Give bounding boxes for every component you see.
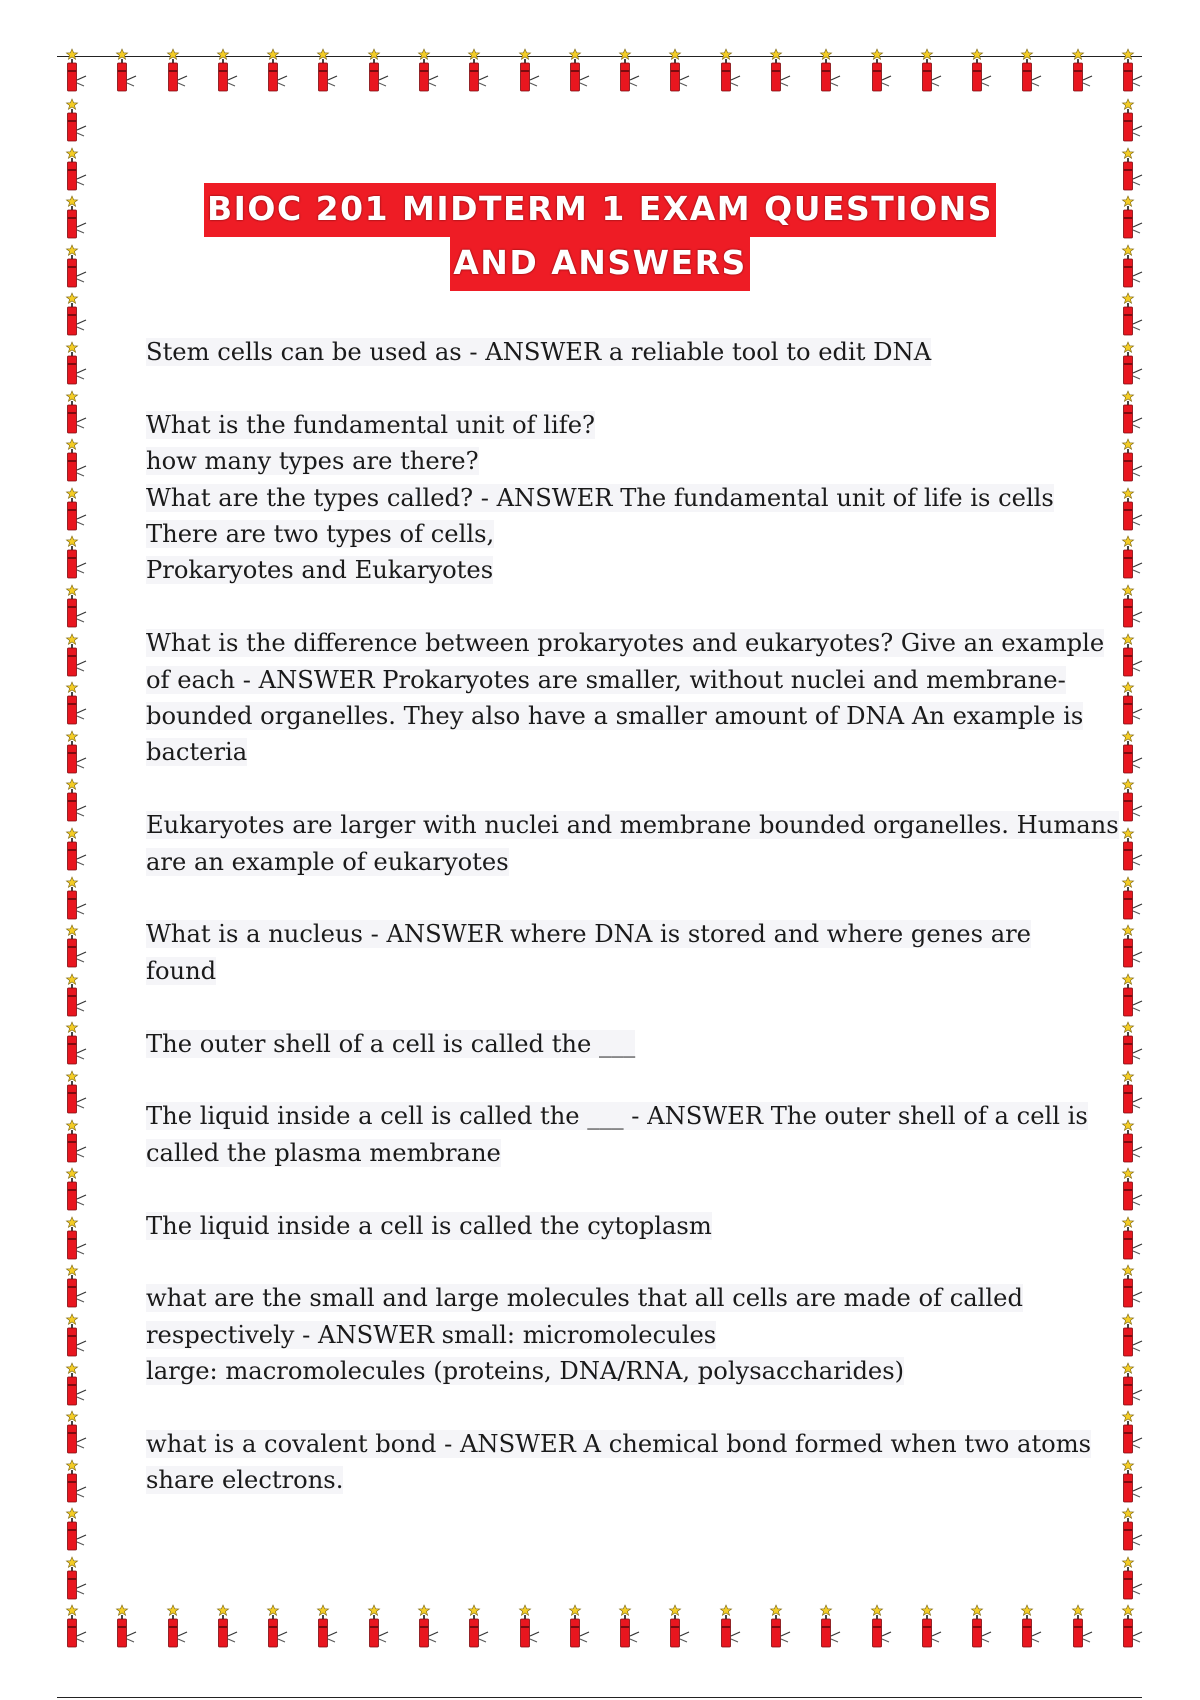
firecracker-icon bbox=[64, 1410, 94, 1456]
qa-line bbox=[146, 443, 1066, 479]
qa-line-text: how many types are there? bbox=[146, 447, 479, 476]
firecracker-icon bbox=[818, 1604, 848, 1650]
qa-line-text: Eukaryotes are larger with nuclei and membrane bounded organelles. Humans bbox=[146, 811, 1119, 840]
firecracker-icon bbox=[64, 924, 94, 970]
firecracker-icon bbox=[1120, 681, 1150, 727]
firecracker-icon bbox=[1120, 633, 1150, 679]
qa-paragraph bbox=[146, 625, 1105, 771]
firecracker-icon bbox=[416, 48, 446, 94]
firecracker-icon bbox=[466, 48, 496, 94]
firecracker-icon bbox=[1120, 1167, 1150, 1213]
qa-line bbox=[146, 1135, 1066, 1171]
qa-paragraph bbox=[146, 1426, 1092, 1499]
firecracker-icon bbox=[64, 98, 94, 144]
qa-line bbox=[146, 625, 1105, 661]
qa-line-text: What are the types called? - ANSWER The fundamental unit of life is cells bbox=[146, 483, 1054, 512]
firecracker-icon bbox=[919, 1604, 949, 1650]
qa-line-text: found bbox=[146, 956, 217, 985]
qa-line-text: bounded organelles. They also have a smaller amount of DNA An example is bbox=[146, 702, 1084, 731]
qa-line-text: The liquid inside a cell is called the ___ - ANSWER The outer shell of a cell is bbox=[146, 1102, 1088, 1131]
qa-line bbox=[146, 662, 1066, 698]
qa-line bbox=[146, 916, 1066, 952]
firecracker-icon bbox=[1120, 778, 1150, 824]
firecracker-icon bbox=[1120, 98, 1150, 144]
firecracker-icon bbox=[617, 1604, 647, 1650]
qa-line-text: of each - ANSWER Prokaryotes are smaller, without nuclei and membrane- bbox=[146, 665, 1066, 694]
qa-line-text: share electrons. bbox=[146, 1466, 344, 1495]
qa-line-text: Stem cells can be used as - ANSWER a reliable tool to edit DNA bbox=[146, 338, 932, 366]
qa-line bbox=[146, 1098, 1088, 1134]
qa-line bbox=[146, 844, 1066, 880]
qa-line bbox=[146, 480, 1066, 516]
qa-line bbox=[146, 807, 1119, 843]
firecracker-icon bbox=[64, 827, 94, 873]
qa-content bbox=[146, 334, 1119, 1535]
firecracker-icon bbox=[1120, 1021, 1150, 1067]
qa-line bbox=[146, 1462, 1066, 1498]
qa-paragraph bbox=[146, 1280, 1066, 1389]
firecracker-icon bbox=[718, 48, 748, 94]
qa-paragraph bbox=[146, 407, 1066, 589]
qa-line-text: what is a covalent bond - ANSWER A chemical bond formed when two atoms bbox=[146, 1430, 1092, 1459]
firecracker-icon bbox=[165, 1604, 195, 1650]
firecracker-icon bbox=[64, 1216, 94, 1262]
firecracker-icon bbox=[1120, 1459, 1150, 1505]
qa-line-text: There are two types of cells, bbox=[146, 520, 495, 549]
qa-line bbox=[146, 407, 1066, 443]
qa-line-text: large: macromolecules (proteins, DNA/RNA, polysaccharides) bbox=[146, 1357, 905, 1386]
firecracker-icon bbox=[1019, 1604, 1049, 1650]
firecracker-icon bbox=[64, 48, 94, 94]
qa-line-text: What is the fundamental unit of life? bbox=[146, 410, 596, 439]
firecracker-icon bbox=[64, 1507, 94, 1553]
bottom-rule bbox=[57, 1697, 1142, 1698]
firecracker-icon bbox=[466, 1604, 496, 1650]
firecracker-icon bbox=[1120, 924, 1150, 970]
firecracker-icon bbox=[1120, 973, 1150, 1019]
firecracker-icon bbox=[165, 48, 195, 94]
firecracker-icon bbox=[617, 48, 647, 94]
qa-line-text: respectively - ANSWER small: micromolecules bbox=[146, 1320, 717, 1349]
firecracker-icon bbox=[64, 1264, 94, 1310]
firecracker-icon bbox=[869, 48, 899, 94]
firecracker-icon bbox=[718, 1604, 748, 1650]
firecracker-icon bbox=[64, 778, 94, 824]
firecracker-icon bbox=[1120, 1313, 1150, 1359]
qa-line-text: The outer shell of a cell is called the ___ bbox=[146, 1029, 636, 1058]
firecracker-icon bbox=[1120, 1264, 1150, 1310]
firecracker-icon bbox=[969, 48, 999, 94]
qa-paragraph bbox=[146, 1098, 1088, 1171]
firecracker-icon bbox=[64, 438, 94, 484]
firecracker-icon bbox=[315, 48, 345, 94]
firecracker-icon bbox=[768, 1604, 798, 1650]
firecracker-icon bbox=[64, 633, 94, 679]
firecracker-icon bbox=[64, 390, 94, 436]
qa-paragraph bbox=[146, 916, 1066, 989]
firecracker-icon bbox=[114, 1604, 144, 1650]
firecracker-icon bbox=[114, 48, 144, 94]
firecracker-icon bbox=[1120, 48, 1150, 94]
qa-line-text: What is a nucleus - ANSWER where DNA is stored and where genes are bbox=[146, 920, 1031, 949]
firecracker-icon bbox=[1120, 1604, 1150, 1650]
qa-line bbox=[146, 516, 1066, 552]
firecracker-icon bbox=[1120, 1556, 1150, 1602]
qa-line bbox=[146, 1317, 1066, 1353]
firecracker-icon bbox=[1120, 487, 1150, 533]
firecracker-icon bbox=[1120, 341, 1150, 387]
qa-paragraph bbox=[146, 1208, 1066, 1244]
qa-paragraph bbox=[146, 807, 1119, 880]
firecracker-icon bbox=[366, 1604, 396, 1650]
firecracker-icon bbox=[64, 535, 94, 581]
firecracker-icon bbox=[315, 1604, 345, 1650]
firecracker-icon bbox=[567, 1604, 597, 1650]
firecracker-icon bbox=[869, 1604, 899, 1650]
firecracker-icon bbox=[1120, 1119, 1150, 1165]
firecracker-icon bbox=[1019, 48, 1049, 94]
firecracker-icon bbox=[1120, 827, 1150, 873]
firecracker-icon bbox=[64, 1167, 94, 1213]
title-line-2: AND ANSWERS bbox=[450, 237, 750, 291]
firecracker-icon bbox=[1120, 1216, 1150, 1262]
qa-line bbox=[146, 953, 1066, 989]
firecracker-icon bbox=[64, 730, 94, 776]
firecracker-icon bbox=[64, 1459, 94, 1505]
firecracker-icon bbox=[64, 1556, 94, 1602]
qa-line bbox=[146, 1280, 1066, 1316]
firecracker-icon bbox=[919, 48, 949, 94]
firecracker-icon bbox=[64, 681, 94, 727]
firecracker-icon bbox=[64, 973, 94, 1019]
firecracker-icon bbox=[1120, 730, 1150, 776]
firecracker-icon bbox=[1120, 438, 1150, 484]
firecracker-icon bbox=[416, 1604, 446, 1650]
firecracker-icon bbox=[64, 876, 94, 922]
firecracker-icon bbox=[215, 48, 245, 94]
qa-line bbox=[146, 334, 1066, 370]
qa-line-text: bacteria bbox=[146, 738, 248, 767]
qa-line bbox=[146, 1353, 1066, 1389]
firecracker-icon bbox=[64, 487, 94, 533]
firecracker-icon bbox=[1120, 1410, 1150, 1456]
firecracker-icon bbox=[1120, 292, 1150, 338]
firecracker-icon bbox=[1120, 390, 1150, 436]
firecracker-icon bbox=[517, 48, 547, 94]
firecracker-icon bbox=[969, 1604, 999, 1650]
firecracker-icon bbox=[64, 1313, 94, 1359]
firecracker-icon bbox=[64, 1070, 94, 1116]
firecracker-icon bbox=[667, 1604, 697, 1650]
qa-paragraph bbox=[146, 334, 1066, 370]
firecracker-icon bbox=[667, 48, 697, 94]
qa-line bbox=[146, 698, 1084, 734]
qa-line-text: The liquid inside a cell is called the cytoplasm bbox=[146, 1211, 712, 1240]
firecracker-icon bbox=[64, 1362, 94, 1408]
qa-line bbox=[146, 552, 1066, 588]
firecracker-icon bbox=[1070, 48, 1100, 94]
qa-line-text: What is the difference between prokaryotes and eukaryotes? Give an example bbox=[146, 629, 1105, 658]
firecracker-icon bbox=[64, 1119, 94, 1165]
firecracker-icon bbox=[64, 341, 94, 387]
firecracker-icon bbox=[1070, 1604, 1100, 1650]
qa-line-text: called the plasma membrane bbox=[146, 1138, 501, 1167]
firecracker-icon bbox=[64, 584, 94, 630]
qa-line bbox=[146, 734, 1066, 770]
qa-line bbox=[146, 1208, 1066, 1244]
firecracker-icon bbox=[265, 48, 295, 94]
firecracker-icon bbox=[1120, 1507, 1150, 1553]
qa-line-text: are an example of eukaryotes bbox=[146, 847, 509, 876]
title-line-1: BIOC 201 MIDTERM 1 EXAM QUESTIONS bbox=[204, 183, 996, 237]
firecracker-icon bbox=[818, 48, 848, 94]
qa-line-text: Prokaryotes and Eukaryotes bbox=[146, 556, 494, 585]
qa-line bbox=[146, 1026, 1066, 1062]
firecracker-icon bbox=[64, 1604, 94, 1650]
firecracker-icon bbox=[215, 1604, 245, 1650]
firecracker-icon bbox=[64, 292, 94, 338]
firecracker-icon bbox=[1120, 876, 1150, 922]
firecracker-icon bbox=[366, 48, 396, 94]
firecracker-icon bbox=[768, 48, 798, 94]
firecracker-icon bbox=[64, 1021, 94, 1067]
firecracker-icon bbox=[567, 48, 597, 94]
firecracker-icon bbox=[1120, 535, 1150, 581]
firecracker-icon bbox=[265, 1604, 295, 1650]
firecracker-icon bbox=[1120, 1070, 1150, 1116]
firecracker-icon bbox=[1120, 584, 1150, 630]
firecracker-icon bbox=[517, 1604, 547, 1650]
qa-line-text: what are the small and large molecules that all cells are made of called bbox=[146, 1284, 1023, 1313]
qa-line bbox=[146, 1426, 1092, 1462]
firecracker-icon bbox=[1120, 1362, 1150, 1408]
document-title bbox=[0, 183, 1200, 291]
qa-paragraph bbox=[146, 1026, 1066, 1062]
